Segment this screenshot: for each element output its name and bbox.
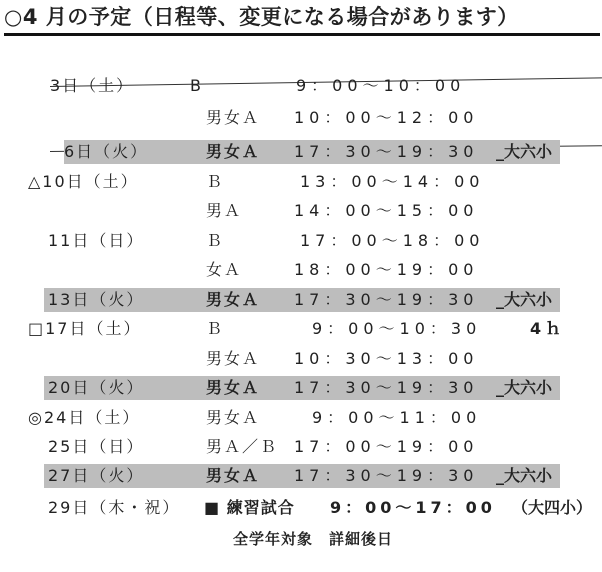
- schedule-row-1: [0, 74, 602, 98]
- schedule-row-8: [0, 288, 602, 312]
- row-group: B: [190, 76, 203, 95]
- row-date: □17日（土）: [28, 319, 142, 338]
- row-note: _大六小: [496, 466, 553, 485]
- row-date: 11日（日）: [48, 231, 145, 250]
- row-group: Ｂ: [206, 319, 225, 338]
- row-date: ◎24日（土）: [28, 408, 141, 427]
- schedule-row-5: [0, 199, 602, 223]
- row-time: 14：00～15：00: [294, 201, 479, 220]
- row-group: 男女Ａ: [206, 290, 261, 309]
- row-time: 9：00～11：00: [312, 408, 482, 427]
- schedule-row-7: [0, 258, 602, 282]
- schedule-row-15: [0, 496, 602, 520]
- row-date: 3日（土）: [50, 76, 135, 95]
- row-date: 29日（木・祝）: [48, 498, 181, 517]
- row-time: 9：00～17：00: [330, 498, 496, 517]
- schedule-row-10: [0, 347, 602, 371]
- row-group: 男女Ａ: [206, 408, 261, 427]
- row-time: 10：00～12：00: [294, 108, 479, 127]
- row-time: 10：30～13：00: [294, 349, 479, 368]
- row-time: 13：00～14：00: [300, 172, 485, 191]
- row-date: 25日（日）: [48, 437, 145, 456]
- row-group: 女Ａ: [206, 260, 243, 279]
- footer-note: 全学年対象 詳細後日: [233, 530, 394, 548]
- row-date: 6日（火）: [64, 142, 149, 161]
- schedule-row-3: [0, 140, 602, 164]
- row-time: 9：00～10：00: [296, 76, 466, 95]
- row-note: （大四小）: [512, 498, 593, 517]
- schedule-row-6: [0, 229, 602, 253]
- row-time: 9：00～10：30: [312, 319, 482, 338]
- schedule-row-12: [0, 406, 602, 430]
- row-note: _大六小: [496, 142, 553, 161]
- row-date: 20日（火）: [48, 378, 145, 397]
- row-time: 17：00～19：00: [294, 437, 479, 456]
- row-group: 男女Ａ: [206, 108, 261, 127]
- row-group: 男Ａ: [206, 201, 243, 220]
- row-group: 男女Ａ: [206, 349, 261, 368]
- row-time: 18：00～19：00: [294, 260, 479, 279]
- schedule-row-14: [0, 464, 602, 488]
- row-note: _大六小: [496, 290, 553, 309]
- row-group: ■ 練習試合: [204, 498, 295, 517]
- row-date: △10日（土）: [28, 172, 139, 191]
- row-group: 男女Ａ: [206, 142, 261, 161]
- row-group: Ｂ: [206, 172, 225, 191]
- row-group: 男女Ａ: [206, 466, 261, 485]
- schedule-row-2: [0, 106, 602, 130]
- schedule-row-4: [0, 170, 602, 194]
- row-time: 17：00～18：00: [300, 231, 485, 250]
- row-group: 男Ａ／Ｂ: [206, 437, 279, 456]
- page-title: ○4 月の予定（日程等、変更になる場合があります）: [4, 2, 600, 36]
- row-time: 17：30～19：30: [294, 142, 479, 161]
- schedule-row-9: [0, 317, 602, 341]
- schedule-row-11: [0, 376, 602, 400]
- row-note: 4ｈ: [530, 319, 566, 338]
- schedule-row-13: [0, 435, 602, 459]
- row-note: _大六小: [496, 378, 553, 397]
- row-group: Ｂ: [206, 231, 225, 250]
- row-time: 17：30～19：30: [294, 466, 479, 485]
- row-group: 男女Ａ: [206, 378, 261, 397]
- row-time: 17：30～19：30: [294, 290, 479, 309]
- row-date: 13日（火）: [48, 290, 145, 309]
- row-date: 27日（火）: [48, 466, 145, 485]
- row-time: 17：30～19：30: [294, 378, 479, 397]
